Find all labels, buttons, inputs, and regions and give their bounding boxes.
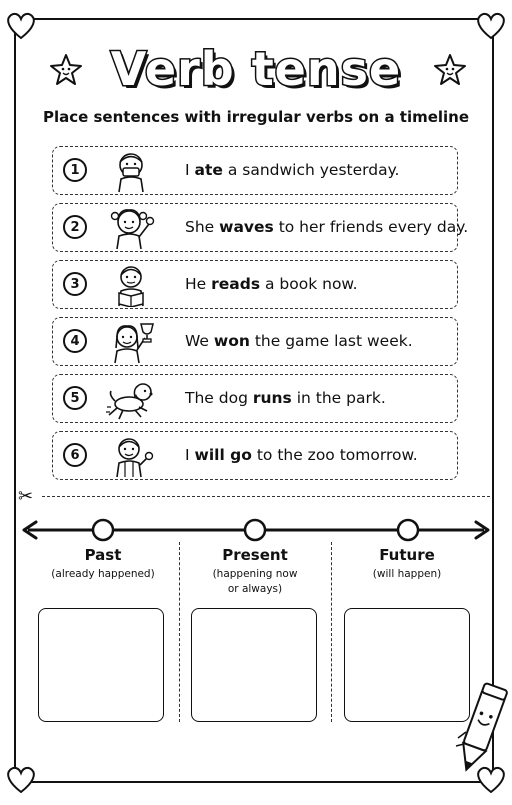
boy-waving-icon [105, 434, 157, 478]
girl-holding-trophy-icon [105, 320, 157, 364]
sentence-card[interactable] [52, 146, 458, 195]
sentence-text: She waves to her friends every day. [185, 218, 469, 236]
sentence-card[interactable] [52, 431, 458, 480]
sentence-text: I will go to the zoo tomorrow. [185, 446, 418, 464]
timeline-marker-future [398, 520, 418, 540]
sentence-text: The dog runs in the park. [185, 389, 386, 407]
verb: won [213, 332, 250, 350]
present-drop-box[interactable] [191, 608, 317, 722]
sentence-number: 4 [63, 329, 87, 353]
scissors-icon: ✂ [18, 486, 34, 507]
past-label: Past [84, 546, 122, 564]
sentence-text: We won the game last week. [185, 332, 413, 350]
girl-waving-icon [105, 206, 157, 250]
boy-eating-sandwich-icon [105, 149, 157, 193]
present-label: Present [222, 546, 288, 564]
future-description: (will happen) [372, 568, 442, 580]
timeline-marker-past [93, 520, 113, 540]
future-label: Future [379, 546, 435, 564]
sentence-card[interactable] [52, 260, 458, 309]
sentence-number: 6 [63, 443, 87, 467]
present-column [180, 546, 330, 597]
verb: will go [194, 446, 252, 464]
boy-reading-book-icon [105, 263, 157, 307]
sentence-text: I ate a sandwich yesterday. [185, 161, 400, 179]
sentence-number: 1 [63, 158, 87, 182]
heart-corner-icon [4, 762, 38, 796]
sentence-number: 3 [63, 272, 87, 296]
past-column [28, 546, 178, 582]
sentence-number: 5 [63, 386, 87, 410]
verb: reads [211, 275, 261, 293]
pencil-mascot-icon [452, 682, 508, 782]
verb: runs [252, 389, 292, 407]
verb: ate [194, 161, 223, 179]
sentence-text: He reads a book now. [185, 275, 358, 293]
timeline-arrow [22, 518, 490, 542]
future-column [332, 546, 482, 582]
sentence-card[interactable] [52, 374, 458, 423]
timeline-marker-present [245, 520, 265, 540]
running-dog-icon [105, 377, 157, 421]
cut-line [42, 496, 490, 497]
page-title: Verb tense [110, 42, 402, 96]
past-drop-box[interactable] [38, 608, 164, 722]
sentence-card[interactable] [52, 203, 469, 252]
past-description: (already happened) [51, 568, 155, 580]
sentence-card[interactable] [52, 317, 458, 366]
sentence-number: 2 [63, 215, 87, 239]
instructions: Place sentences with irregular verbs on a timeline [42, 108, 470, 126]
present-description: (happening now or always) [212, 568, 298, 595]
title-banner [0, 34, 512, 104]
verb: waves [219, 218, 274, 236]
